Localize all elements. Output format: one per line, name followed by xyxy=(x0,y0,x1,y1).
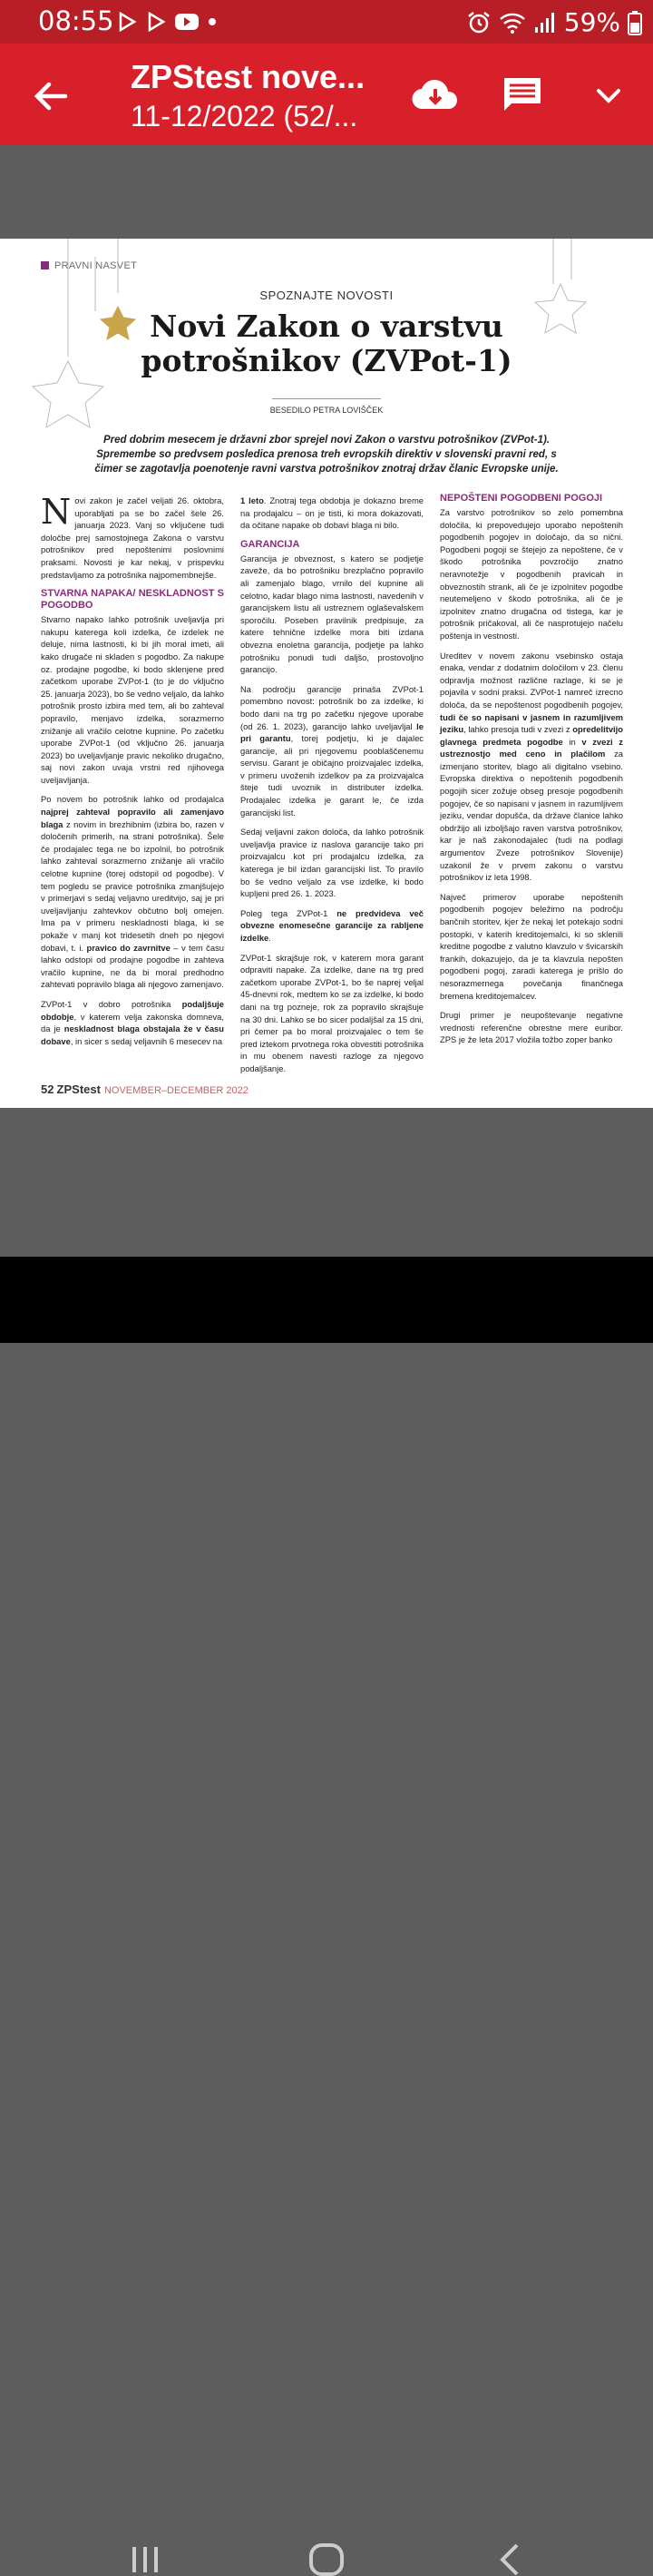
dropcap: N xyxy=(41,492,72,532)
document-subtitle: 11-12/2022 (52/... xyxy=(131,100,358,132)
play-icon xyxy=(145,11,167,33)
paragraph: Največ primerov uporabe nepoštenih pogodbenih pogojev beležimo na področju bančnih storitev, kjer že nekaj let potekajo sodni postopki, v katerih kreditojemalci, ki so sklenili kreditne pogodbe z valutno klavzulo v švicarskih frankih, dokazujejo, da je ta klavzula nepošten pogodbeni pogoj, zaradi katerega je prišlo do nesorazmernega povečanja finančnega bremena kreditojemalcev. xyxy=(440,891,623,1001)
chevron-down-icon[interactable] xyxy=(593,80,624,111)
paragraph: 1 leto. Znotraj tega obdobja je dokazno breme na prodajalcu – on je tisti, ki mora dokazovati, da očitane napake ob dobavi blaga ni bilo. xyxy=(240,495,424,531)
paragraph: Garancija je obveznost, s katero se podjetje zaveže, da bo potrošniku brezplačno popravilo ali zamenjalo blago, vrnilo del kupnine ali celotno, kadar blago nima lastnosti, navedenih v garancijskem listu ali ustreznem oglaševalskem sporočilu. Poseben pravilnik predpisuje, za katere tehnične izdelke mora biti izdana obvezna enoletna garancija, podjetje pa lahko potrošniku ponudi tudi daljšo, prostovoljno garancijo. xyxy=(240,553,424,675)
subheading: GARANCIJA xyxy=(240,538,300,550)
article-kicker: SPOZNAJTE NOVOSTI xyxy=(259,289,394,302)
magazine-page[interactable] xyxy=(0,239,653,1108)
play-icon xyxy=(116,11,138,33)
paragraph: Drugi primer je neupoštevanje negativne vrednosti referenčne obrestne mere euribor. ZPS je že leta 2017 vložila tožbo zoper banko xyxy=(440,1010,623,1045)
text-column-1 xyxy=(41,492,224,1054)
paragraph: ovi zakon je začel veljati 26. oktobra, uporabljati pa se bo začel šele 26. januarja 2023. Vanj so vključene tudi določbe prej samostojnega Zakona o varstvu potrošnikov pred nepoštenimi poslovnimi praksami. Novosti je kar nekaj, v prispevku predstavljamo za potrošnika najpomembnejše. xyxy=(41,495,224,580)
clock: 08:55 xyxy=(38,5,114,36)
app-toolbar xyxy=(0,44,653,145)
paragraph: Po novem bo potrošnik lahko od prodajalca najprej zahteval popravilo ali zamenjavo blaga z novim in brezhibnim (izbira bo, razen v določenih primerih, na strani potrošnika). Šele če prodajalec tega ne bo izpolnil, bo potrošnik lahko zahteval sorazmerno znižanje ali vračilo celotne kupnine (torej odstopil od pogodbe). V tem pogledu se pravice potrošnika zmanjšujejo v primerjavi s sedaj veljavno ureditvijo, saj je pri uveljavljanju zahtevkov občutno bolj omejen. Ima pa v primeru neskladnosti blaga, ki se pokaže v manj kot tridesetih dneh po njegovi dobavi, t. i. pravico do zavrnitve – v tem času lahko odstopi od prodajne pogodbe in zahteva vračilo kupnine, ne da bi moral predhodno zahtevati popravilo blaga ali njegovo zamenjavo. xyxy=(41,794,224,990)
dot-icon xyxy=(207,16,218,27)
alarm-icon xyxy=(466,10,492,35)
page-number: 52 xyxy=(41,1082,54,1096)
viewer-background xyxy=(0,145,653,239)
back-icon[interactable] xyxy=(497,2543,522,2576)
document-title: ZPStest nove... xyxy=(131,58,365,95)
paragraph: Poleg tega ZVPot-1 ne predvideva več obvezne enomesečne garancije za rabljene izdelke. xyxy=(240,907,424,943)
back-arrow-icon[interactable] xyxy=(29,74,73,118)
battery-icon xyxy=(628,10,642,35)
paragraph: Ureditev v novem zakonu vsebinsko ostaja enaka, vendar z dodatnim določilom v 23. členu odpravlja možnost različne razlage, ki se je pojavila v sodni praksi. ZVPot-1 namreč izrecno določa, da se nepoštenost pogodbenih pogojev, tudi če so napisani v jasnem in razumljivem jeziku, lahko presoja tudi v zvezi z opredelitvijo glavnega predmeta pogodbe in v zvezi z ustreznostjo med ceno in plačilom za izmenjano storitev, blago ali digitalno vsebino. Evropska direktiva o nepoštenih pogodbenih pogojih sicer zožuje obseg presoje pogodbenih pogojev, če so napisani v jasnem in razumljivem jeziku, vendar dopušča, da države članice lahko obdržijo ali izboljšajo raven varstva potrošnikov, kar je naš zakonodajalec (tudi na podlagi argumentov Zveze potrošnikov Slovenije) uzakonil že v prvem zakonu o varstvu potrošnikov iz leta 1998. xyxy=(440,650,623,883)
paragraph: Za varstvo potrošnikov so zelo pomembna določila, ki prepovedujejo uporabo nepoštenih pogodbenih pogojev in določajo, da so nični. Pogodbeni pogoji se štejejo za nepoštene, če v škodo potrošnika povzročijo znatno neravnotežje v pogodbenih pravicah in obveznostih strank, ali če je izpolnitev pogodbe neutemeljeno v škodo potrošnika, ali če je izpolnitev znatno drugačna od tistega, kar je potrošnik pričakoval, ali če nasprotujejo načelu poštenja in vestnosti. xyxy=(440,507,623,641)
paragraph: ZVPot-1 v dobro potrošnika podaljšuje obdobje, v katerem velja zakonska domneva, da je neskladnost blaga obstajala že v času dobave, in sicer s sedaj veljavnih 6 mesecev na xyxy=(41,998,224,1046)
subheading: NEPOŠTENI POGODBENI POGOJI xyxy=(440,493,603,504)
magazine-brand: ZPStest xyxy=(56,1082,101,1096)
paragraph: ZVPot-1 skrajšuje rok, v katerem mora garant odpraviti napake. Za izdelke, dane na trg pred začetkom uporabe ZVPot-1, bo še naprej veljal 45-dnevni rok, medtem ko se za izdelke, ki bodo dani na trg pozneje, rok za popravilo skrajšuje na 30 dni. Lahko se bo sicer podaljšal za 15 dni, pri čemer pa bo moral proizvajalec o tem še pred iztekom prvotnega roka obvestiti potrošnika in mu obenem navesti razloge za njegovo podaljšanje. xyxy=(240,952,424,1073)
text-column-3 xyxy=(440,493,623,1053)
cloud-download-icon[interactable] xyxy=(410,73,461,116)
byline xyxy=(0,406,653,415)
home-icon[interactable] xyxy=(308,2543,345,2576)
paragraph: Na področju garancije prinaša ZVPot-1 pomembno novost: potrošnik bo za izdelke, ki bodo dani na trg po začetku njegove uporabe (od 26. 1. 2023), garancijo lahko uveljavljal le pri garantu, torej podjetju, ki je dajalec garancije, ali pri njegovemu pooblaščenemu servisu. Garant je običajno proizvajalec izdelka, v primeru uvoženih izdelkov pa za proizvajalca šteje tudi uvoznik in distributer izdelka. Prodajalec izdelka je garant le, če izda garancijski list. xyxy=(240,683,424,818)
subheading: STVARNA NAPAKA/ NESKLADNOST S POGODBO xyxy=(41,588,224,612)
byline-label: BESEDILO xyxy=(269,406,311,415)
text-column-2 xyxy=(240,495,424,1082)
battery-percent: 59% xyxy=(563,7,620,37)
article-title: Novi Zakon o varstvu potrošnikov (ZVPot-1) xyxy=(141,309,512,378)
comment-icon[interactable] xyxy=(501,74,544,114)
youtube-icon xyxy=(174,12,200,32)
page-footer xyxy=(41,1082,249,1096)
section-label: PRAVNI NASVET xyxy=(41,260,137,271)
issue-label: NOVEMBER–DECEMBER 2022 xyxy=(103,1085,249,1096)
status-bar xyxy=(0,0,653,44)
viewer-background xyxy=(0,1108,653,1257)
paragraph: Stvarno napako lahko potrošnik uveljavlja pri nakupu katerega koli izdelka, če izdelek ne deluje, nima lastnosti, ki bi jih moral imeti, ali kako drugače ni skladen s pogodbo. Za nakupe oz. prodajne pogodbe, ki bodo sklenjene pred začetkom uporabe ZVPot-1 (to je do vključno 25. januarja 2023), bo še vedno veljalo, da lahko potrošnik prosto izbira med tem, ali bo zahteval popravilo, menjavo izdelka, sorazmerno znižanje ali vračilo celotne kupnine. Po začetku uporabe ZVPot-1 (od vključno 26. januarja 2023) bo uveljavljanje pravic nekoliko drugačno, saj novi zakon uvaja vrstni red njihovega uveljavljanja. xyxy=(41,614,224,785)
signal-icon xyxy=(533,11,557,34)
article-lead: Pred dobrim mesecem je državni zbor sprejel novi Zakon o varstvu potrošnikov (ZVPot-1). Spremembe so predvsem posledica prenosa treh evropskih direktiv v slovenski pravni red, s čimer se zagotavlja poenotenje ravni varstva potrošnikov znotraj držav članic Evropske unije. xyxy=(94,435,559,475)
recent-apps-icon[interactable] xyxy=(129,2543,161,2576)
paragraph: Sedaj veljavni zakon določa, da lahko potrošnik uveljavlja pravice iz naslova garancije tako pri proizvajalcu kot pri prodajalcu izdelka, za katerega je bil izdan garancijski list. To pravilo bo še vedno veljalo za vse izdelke, ki bodo kupljeni pred 26. 1. 2023. xyxy=(240,827,424,899)
wifi-icon xyxy=(499,11,526,34)
system-navigation-bar xyxy=(0,1257,653,1343)
byline-author: PETRA LOVIŠČEK xyxy=(313,406,384,415)
byline-divider xyxy=(272,398,381,399)
